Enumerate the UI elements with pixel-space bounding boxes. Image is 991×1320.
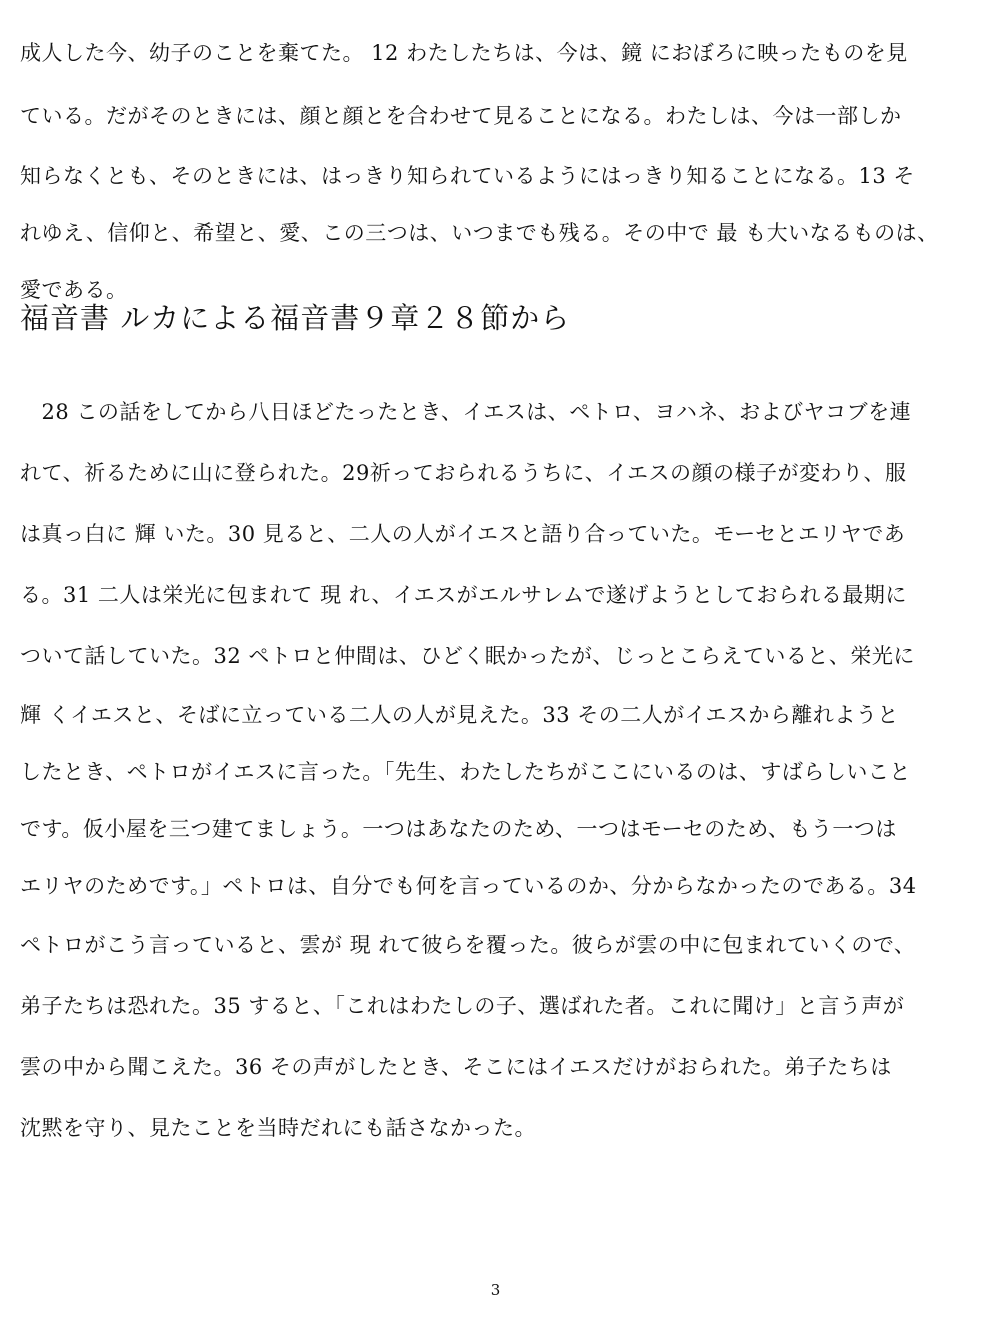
page-number: 3 <box>490 1281 501 1299</box>
text-line: 愛である。 <box>20 278 128 302</box>
text-line: は真っ白に 輝 いた。30 見ると、二人の人がイエスと語り合っていた。モーセとエリヤであ <box>20 522 906 546</box>
text-line: 雲の中から聞こえた。36 その声がしたとき、そこにはイエスだけがおられた。弟子たちは <box>20 1055 892 1079</box>
text-line: 成人した今、幼子のことを棄てた。 12 わたしたちは、今は、鏡 におぼろに映ったものを見 <box>20 41 908 65</box>
text-line: エリヤのためです。」ペトロは、自分でも何を言っているのか、分からなかったのである。34 <box>20 874 917 898</box>
text-line: 沈黙を守り、見たことを当時だれにも話さなかった。 <box>20 1116 536 1140</box>
text-line: れて、祈るために山に登られた。29祈っておられるうちに、イエスの顔の様子が変わり、服 <box>20 461 907 485</box>
text-line: 知らなくとも、そのときには、はっきり知られているようにはっきり知ることになる。13 そ <box>20 164 915 188</box>
text-line: 弟子たちは恐れた。35 すると、「これはわたしの子、選ばれた者。これに聞け」と言う声が <box>20 994 905 1018</box>
text-line: です。仮小屋を三つ建てましょう。一つはあなたのため、一つはモーセのため、もう一つは <box>20 817 897 841</box>
text-line: ついて話していた。32 ペトロと仲間は、ひどく眠かったが、じっとこらえていると、栄光に <box>20 644 915 668</box>
gospel-passage <box>20 382 970 1159</box>
text-line: ている。だがそのときには、顔と顔とを合わせて見ることになる。わたしは、今は一部しか <box>20 104 902 128</box>
section-heading: 福音書 ルカによる福音書９章２８節から <box>20 301 571 335</box>
text-line: る。31 二人は栄光に包まれて 現 れ、イエスがエルサレムで遂げようとしておられる最期に <box>20 583 907 607</box>
text-line: れゆえ、信仰と、希望と、愛、この三つは、いつまでも残る。その中で 最 も大いなるものは、 <box>20 221 939 245</box>
text-line: 28 この話をしてから八日ほどたったとき、イエスは、ペトロ、ヨハネ、およびヤコブを連 <box>20 400 912 424</box>
text-line: ペトロがこう言っていると、雲が 現 れて彼らを覆った。彼らが雲の中に包まれていくので、 <box>20 933 916 957</box>
epistle-passage <box>20 22 970 319</box>
text-line: したとき、ペトロがイエスに言った。「先生、わたしたちがここにいるのは、すばらしいこと <box>20 760 911 784</box>
text-line: 輝 くイエスと、そばに立っている二人の人が見えた。33 その二人がイエスから離れようと <box>20 703 899 727</box>
